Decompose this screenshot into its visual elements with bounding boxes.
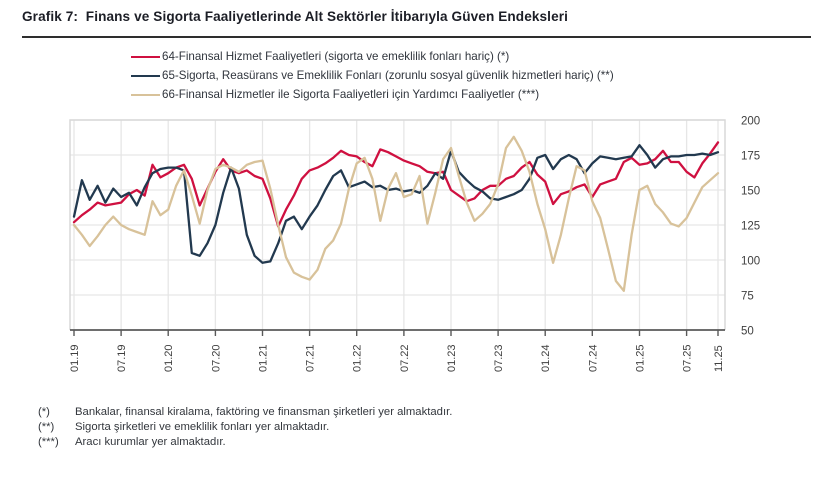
y-tick-label: 125	[741, 220, 761, 233]
x-tick-label: 07.25	[681, 344, 694, 372]
footnote-3	[38, 435, 452, 450]
legend-label-66: 66-Finansal Hizmetler ile Sigorta Faaliyetleri için Yardımcı Faaliyetler (***)	[162, 88, 540, 101]
y-tick-label: 175	[741, 150, 761, 163]
x-tick-label: 07.21	[304, 344, 317, 372]
x-tick-label: 01.20	[163, 344, 176, 372]
y-tick-label: 200	[741, 115, 761, 128]
series-line-66	[74, 137, 718, 291]
x-tick-label: 07.22	[398, 344, 411, 372]
x-tick-label: 01.19	[69, 344, 81, 372]
footnote-2	[38, 420, 452, 435]
x-tick-label: 01.25	[634, 344, 647, 372]
page-title: Grafik 7: Finans ve Sigorta Faaliyetlerinde Alt Sektörler İtibarıyla Güven Endeksleri	[22, 9, 568, 24]
y-tick-label: 150	[741, 185, 761, 198]
footnotes	[38, 405, 452, 451]
footnote-text-2: Sigorta şirketleri ve emeklilik fonları yer almaktadır.	[75, 421, 330, 434]
y-tick-label: 100	[741, 255, 761, 268]
footnote-text-3: Aracı kurumlar yer almaktadır.	[75, 436, 226, 449]
y-tick-label: 75	[741, 290, 754, 303]
footnote-1	[38, 405, 452, 420]
x-tick-label: 07.20	[210, 344, 223, 372]
footnote-marker-3: (***)	[38, 436, 59, 449]
x-tick-label: 07.23	[493, 344, 506, 372]
x-tick-label: 07.19	[116, 344, 129, 372]
x-tick-label: 01.23	[446, 344, 458, 372]
x-tick-label: 01.21	[257, 344, 270, 372]
x-tick-label: 07.24	[587, 344, 600, 372]
footnote-marker-1: (*)	[38, 406, 50, 418]
y-tick-label: 50	[741, 325, 754, 338]
x-tick-label: 01.24	[540, 344, 553, 372]
footnote-marker-2: (**)	[38, 421, 55, 434]
x-tick-label: 11.25	[713, 345, 725, 372]
legend-label-65: 65-Sigorta, Reasürans ve Emeklilik Fonları (zorunlu sosyal güvenlik hizmetleri hariç) (**)	[162, 69, 614, 82]
footnote-text-1: Bankalar, finansal kiralama, faktöring ve finansman şirketleri yer almaktadır.	[75, 406, 453, 418]
legend-label-64: 64-Finansal Hizmet Faaliyetleri (sigorta ve emeklilik fonları hariç) (*)	[162, 50, 510, 63]
x-tick-label: 01.22	[351, 344, 364, 372]
